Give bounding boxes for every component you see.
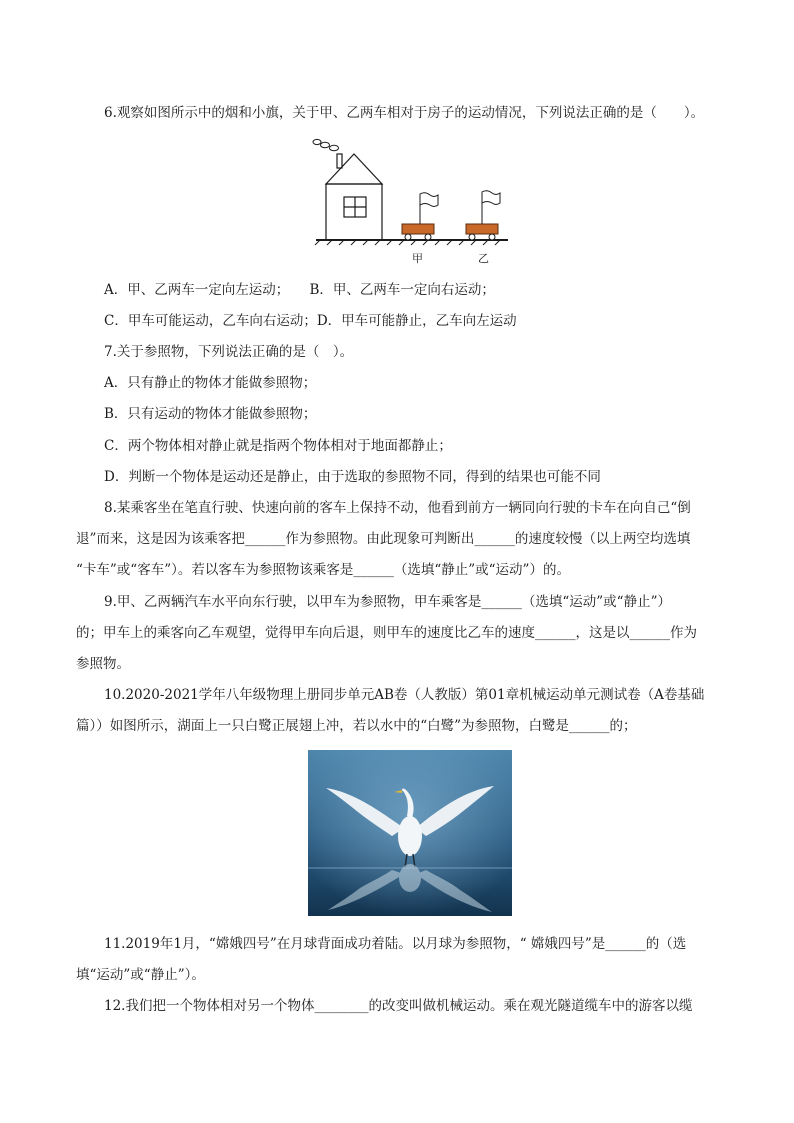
q7-option-d: D．判断一个物体是运动还是静止，由于选取的参照物不同，得到的结果也可能不同 [104, 469, 601, 485]
cart-a-icon [402, 193, 438, 240]
car-b-label: 乙 [478, 252, 489, 265]
q7-option-c: C．两个物体相对静止就是指两个物体相对于地面都静止； [104, 438, 452, 454]
q6-options-cd: C．甲车可能运动，乙车向右运动；D．甲车可能静止，乙车向左运动 [104, 313, 517, 329]
q7-option-b: B．只有运动的物体才能做参照物； [104, 406, 317, 422]
flag-a-icon [420, 193, 438, 207]
q6-options-ab: A．甲、乙两车一定向左运动； B．甲、乙两车一定向右运动； [104, 282, 495, 298]
flag-b-icon [482, 191, 500, 205]
q9-line-2: 的；甲车上的乘客向乙车观望，觉得甲车向后退，则甲车的速度比乙车的速度______，这是以______作为 [76, 625, 697, 641]
cart-b-icon [466, 191, 500, 240]
q7-stem: 7.关于参照物，下列说法正确的是（ ）。 [104, 344, 354, 360]
q8-line-2: 退”而来，这是因为该乘客把______作为参照物。由此现象可判断出______的速度较慢（以上两空均选填 [76, 531, 691, 547]
q9-line-3: 参照物。 [76, 656, 130, 672]
egret-photo [308, 750, 512, 916]
q9-line-1: 9.甲、乙两辆汽车水平向东行驶，以甲车为参照物，甲车乘客是______（选填“运动”或“静止”） [104, 594, 671, 610]
q6-stem: 6.观察如图所示中的烟和小旗，关于甲、乙两车相对于房子的运动情况，下列说法正确的是（ ）。 [104, 105, 705, 121]
q10-line-2: 篇））如图所示，湖面上一只白鹭正展翅上冲，若以水中的“白鹭”为参照物，白鹭是______的； [76, 718, 637, 734]
q11-line-2: 填“运动”或“静止”）。 [76, 967, 205, 983]
q8-line-3: “卡车”或“客车”）。若以客车为参照物该乘客是______（选填“静止”或“运动”）的。 [76, 562, 570, 578]
q10-line-1: 10.2020-2021学年八年级物理上册同步单元AB卷（人教版）第01章机械运动单元测试卷（A卷基础 [104, 687, 705, 703]
car-a-label: 甲 [412, 252, 423, 265]
smoke-icon [313, 139, 339, 150]
q12-line-1: 12.我们把一个物体相对另一个物体________的改变叫做机械运动。乘在观光隧道缆车中的游客以缆 [104, 998, 693, 1014]
q7-option-a: A．只有静止的物体才能做参照物； [104, 375, 317, 391]
q8-line-1: 8.某乘客坐在笔直行驶、快速向前的客车上保持不动，他看到前方一辆同向行驶的卡车在向自己“倒 [104, 500, 691, 516]
q11-line-1: 11.2019年1月，“嫦娥四号”在月球背面成功着陆。以月球为参照物，“ 嫦娥四号”是______的（选 [104, 936, 687, 952]
house-and-carts-figure [312, 138, 512, 266]
house-icon [326, 154, 382, 240]
